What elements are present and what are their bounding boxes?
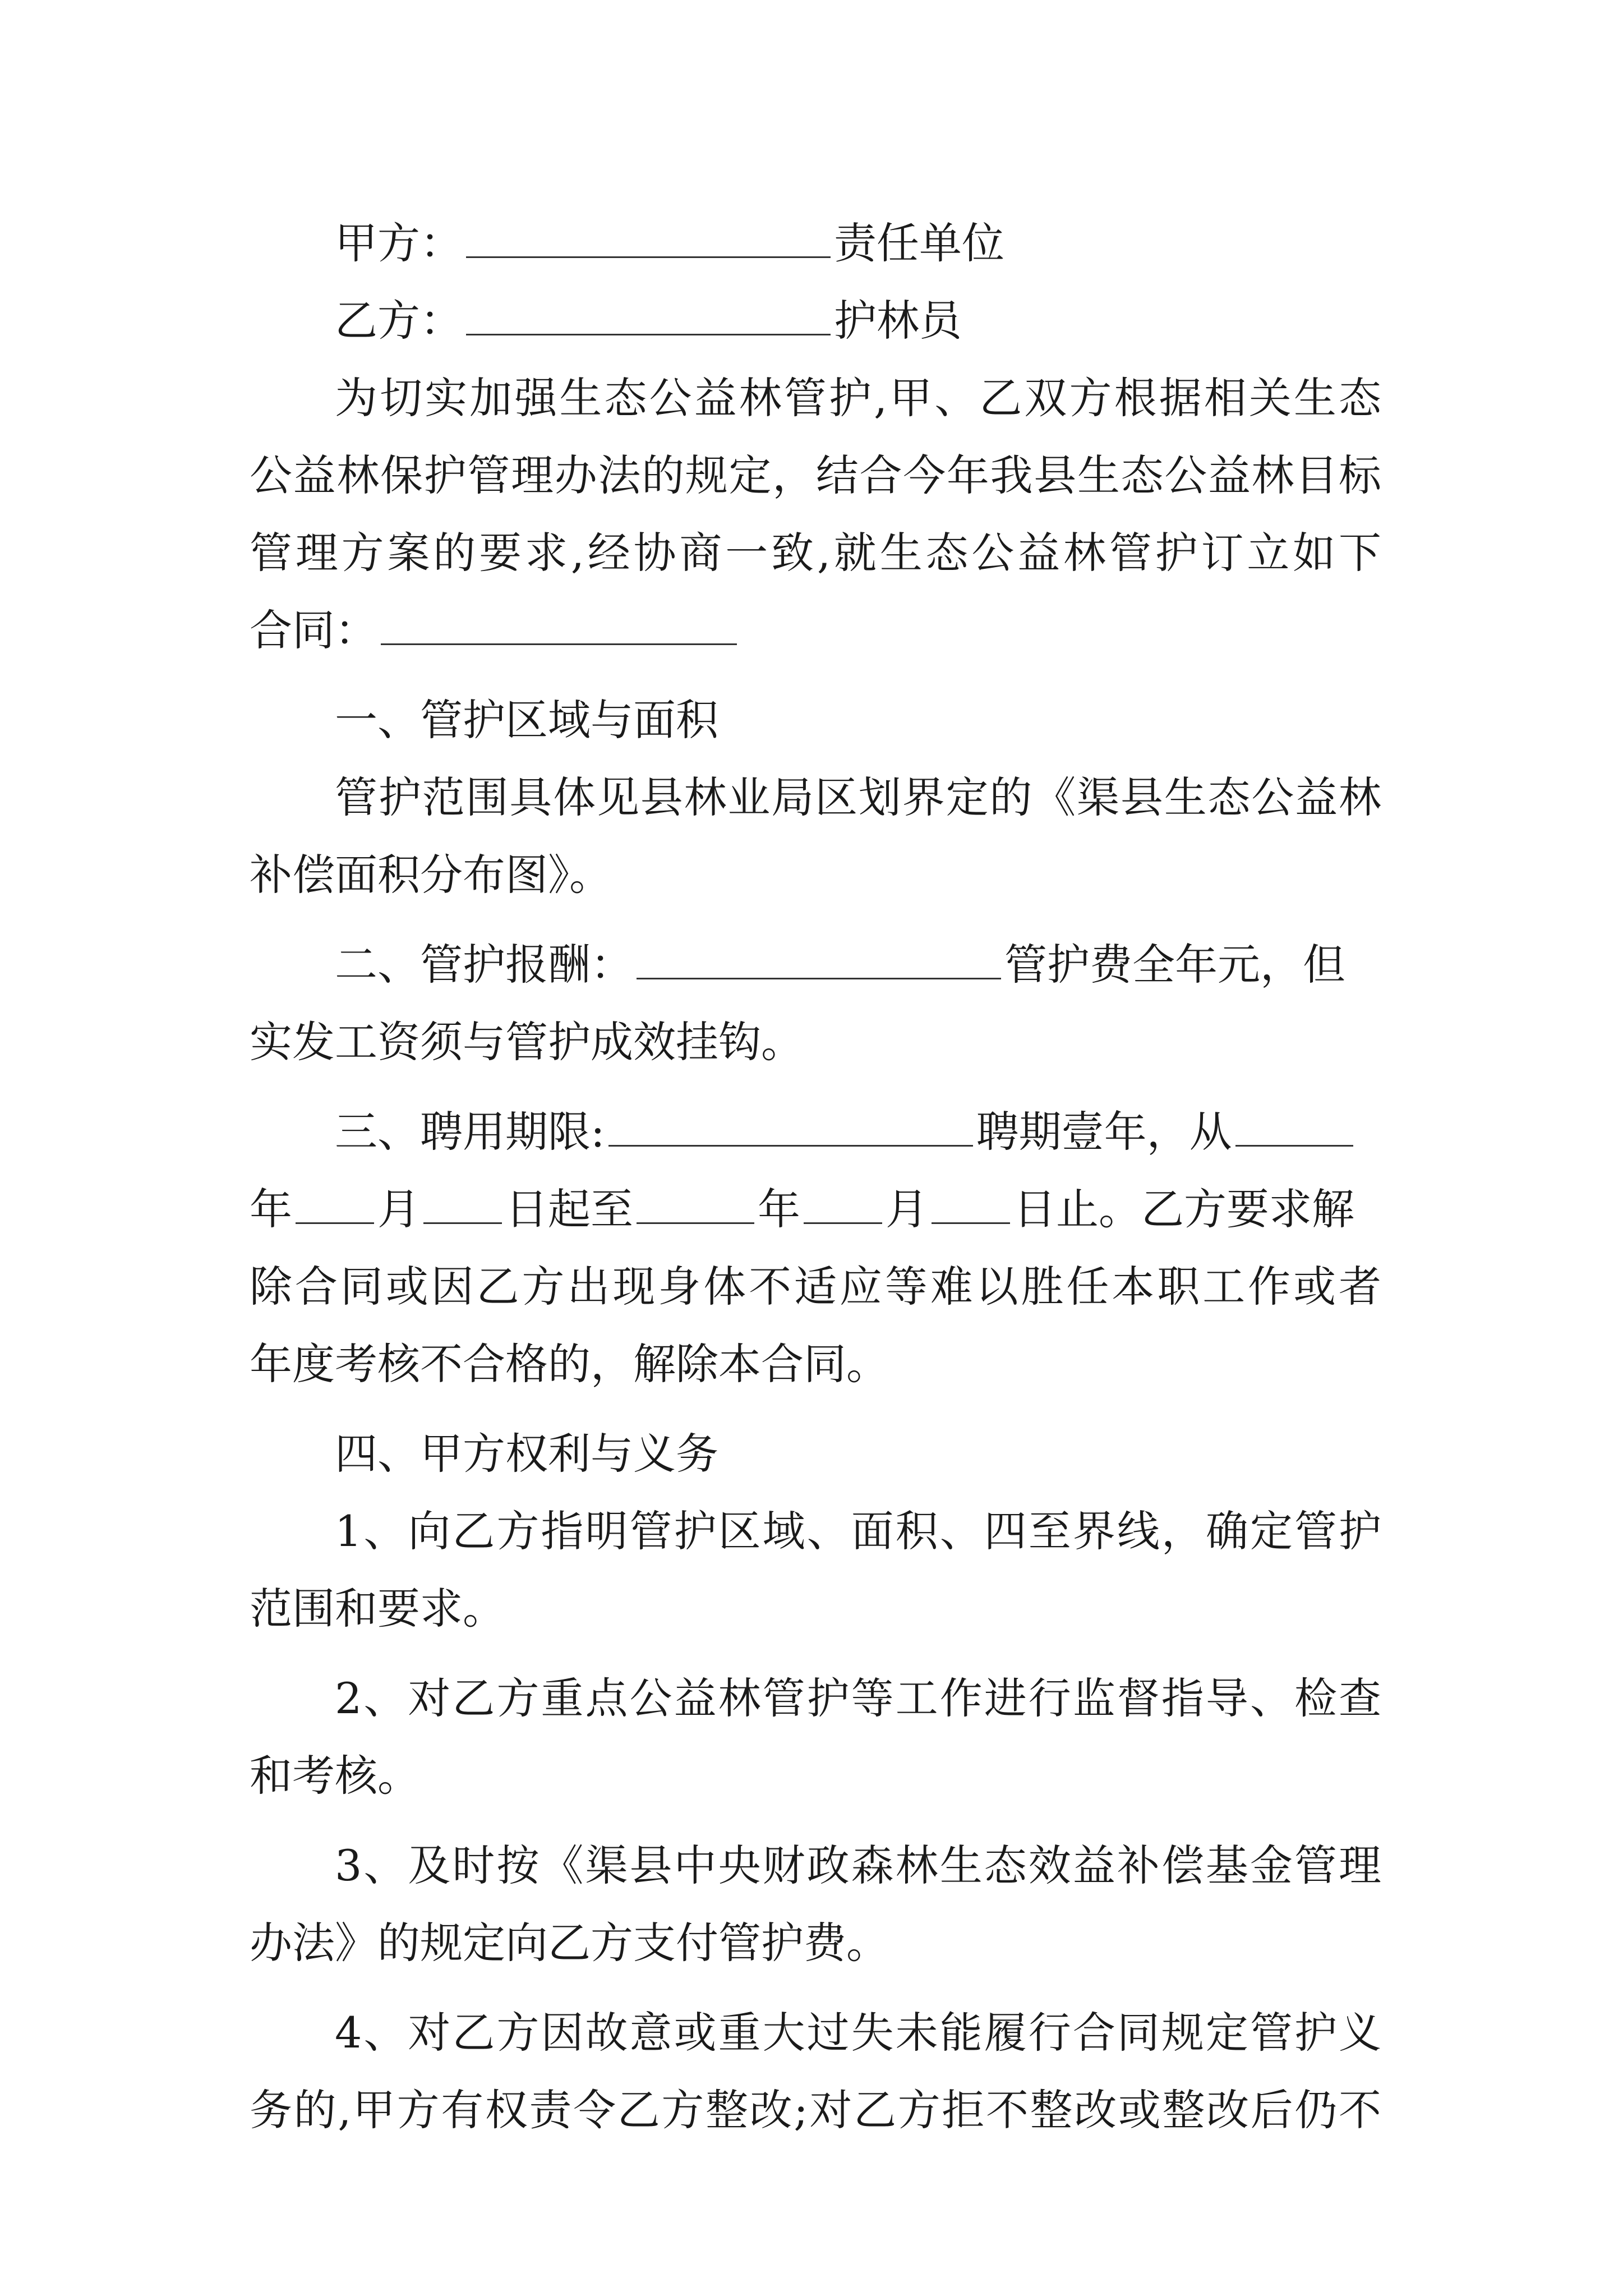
start-month-blank bbox=[296, 1222, 374, 1224]
term-label: 三、聘用期限: bbox=[335, 1107, 605, 1157]
duty-4-line-1: 4、对乙方因故意或重大过失未能履行合同规定管护义 bbox=[335, 2008, 1381, 2058]
pay-line-2: 实发工资须与管护成效挂钩。 bbox=[250, 1017, 804, 1067]
section-heading-4: 四、甲方权利与义务 bbox=[335, 1429, 718, 1479]
term-line-1 bbox=[250, 1093, 1381, 1171]
party-a-blank bbox=[466, 256, 831, 258]
contract-body bbox=[250, 205, 1381, 2149]
party-a-line bbox=[250, 205, 1381, 282]
month-label-1: 月 bbox=[377, 1184, 420, 1234]
intro-line-4 bbox=[250, 592, 1381, 669]
term-blank bbox=[608, 1144, 973, 1147]
duty-1-line-1: 1、向乙方指明管护区域、面积、四至界线，确定管护 bbox=[335, 1506, 1381, 1556]
pay-label: 二、管护报酬： bbox=[335, 940, 633, 990]
pay-line-1 bbox=[250, 926, 1381, 1004]
term-end-text: 日止。乙方要求解 bbox=[1013, 1184, 1354, 1234]
end-month-blank bbox=[804, 1222, 882, 1224]
party-b-blank bbox=[466, 333, 831, 335]
term-line-2 bbox=[250, 1171, 1381, 1248]
duty-3-line-2: 办法》的规定向乙方支付管护费。 bbox=[250, 1918, 889, 1968]
intro-line-3: 管理方案的要求,经协商一致,就生态公益林管护订立如下 bbox=[250, 528, 1381, 578]
contract-blank bbox=[381, 643, 737, 645]
duty-2-line-1: 2、对乙方重点公益林管护等工作进行监督指导、检查 bbox=[335, 1673, 1381, 1723]
party-a-label: 甲方： bbox=[335, 218, 463, 268]
duty-2-line-2: 和考核。 bbox=[250, 1751, 420, 1801]
contract-label: 合同： bbox=[250, 605, 377, 655]
pay-blank bbox=[637, 977, 1001, 979]
year-label-1: 年 bbox=[250, 1184, 292, 1234]
party-b-line bbox=[250, 282, 1381, 360]
duty-3-line-1: 3、及时按《渠县中央财政森林生态效益补偿基金管理 bbox=[335, 1841, 1381, 1890]
term-line-4: 年度考核不合格的，解除本合同。 bbox=[250, 1339, 889, 1389]
start-day-blank bbox=[423, 1222, 502, 1224]
area-line-2: 补偿面积分布图》。 bbox=[250, 850, 612, 900]
intro-line-1: 为切实加强生态公益林管护,甲、乙双方根据相关生态 bbox=[335, 373, 1381, 423]
month-label-2: 月 bbox=[886, 1184, 928, 1234]
intro-line-2: 公益林保护管理办法的规定，结合今年我县生态公益林目标 bbox=[250, 450, 1381, 500]
area-line-1: 管护范围具体见县林业局区划界定的《渠县生态公益林 bbox=[335, 772, 1381, 822]
party-b-role: 护林员 bbox=[834, 296, 962, 346]
from-to-label: 日起至 bbox=[505, 1184, 633, 1234]
duty-4-line-2: 务的,甲方有权责令乙方整改;对乙方拒不整改或整改后仍不 bbox=[250, 2085, 1381, 2135]
section-heading-1: 一、管护区域与面积 bbox=[335, 695, 718, 745]
duty-1-line-2: 范围和要求。 bbox=[250, 1584, 505, 1634]
year-label-2: 年 bbox=[758, 1184, 800, 1234]
pay-text: 管护费全年元，但 bbox=[1004, 940, 1345, 990]
term-text: 聘期壹年，从 bbox=[976, 1107, 1232, 1157]
start-year-blank bbox=[1235, 1144, 1353, 1147]
end-day-blank bbox=[932, 1222, 1010, 1224]
end-year-blank bbox=[637, 1222, 754, 1224]
party-b-label: 乙方： bbox=[335, 296, 463, 346]
term-line-3: 除合同或因乙方出现身体不适应等难以胜任本职工作或者 bbox=[250, 1262, 1381, 1312]
party-a-role: 责任单位 bbox=[834, 218, 1004, 268]
